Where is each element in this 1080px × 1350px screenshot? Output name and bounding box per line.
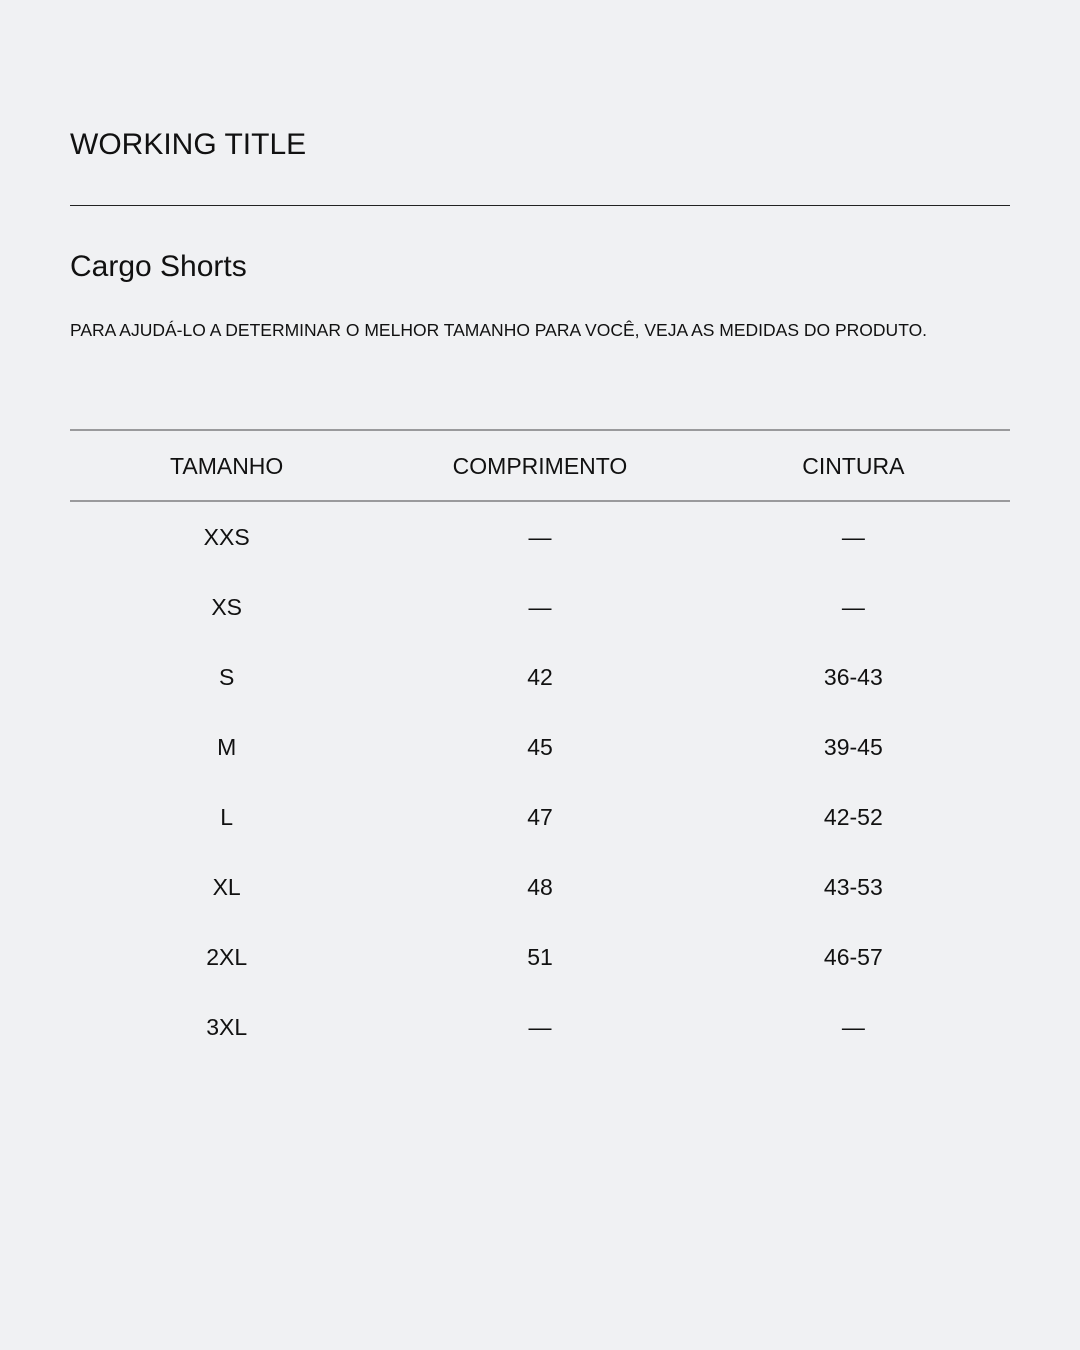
length-cell: 42 — [527, 664, 553, 690]
table-row — [70, 712, 1010, 782]
table-row — [70, 642, 1010, 712]
size-cell: L — [220, 804, 234, 830]
size-cell: XS — [211, 594, 242, 620]
size-chart-table — [70, 429, 1010, 1062]
product-title: Cargo Shorts — [70, 250, 247, 283]
length-cell: 48 — [527, 874, 553, 900]
size-guide-instructions: PARA AJUDÁ-LO A DETERMINAR O MELHOR TAMANHO PARA VOCÊ, VEJA AS MEDIDAS DO PRODUTO. — [70, 320, 928, 340]
size-cell: 3XL — [206, 1014, 248, 1040]
waist-cell: 36-43 — [823, 664, 883, 690]
brand-title: WORKING TITLE — [70, 128, 307, 161]
size-cell: M — [217, 734, 237, 760]
waist-cell: — — [841, 524, 865, 550]
waist-cell: 43-53 — [823, 874, 883, 900]
length-cell: 47 — [527, 804, 553, 830]
waist-cell: 39-45 — [823, 734, 883, 760]
header-size: TAMANHO — [170, 452, 284, 479]
table-row — [70, 782, 1010, 852]
length-cell: 51 — [527, 944, 553, 970]
size-chart-header-row — [70, 431, 1010, 502]
waist-cell: 42-52 — [823, 804, 883, 830]
table-row — [70, 922, 1010, 992]
size-cell: XL — [212, 874, 241, 900]
waist-cell: 46-57 — [823, 944, 883, 970]
length-cell: — — [528, 1014, 552, 1040]
waist-cell: — — [841, 594, 865, 620]
size-cell: XXS — [203, 524, 250, 550]
header-waist: CINTURA — [802, 452, 905, 479]
size-cell: S — [218, 664, 235, 690]
waist-cell: — — [841, 1014, 865, 1040]
size-cell: 2XL — [206, 944, 248, 970]
table-row — [70, 502, 1010, 572]
table-row — [70, 852, 1010, 922]
table-row — [70, 992, 1010, 1062]
length-cell: 45 — [527, 734, 553, 760]
header-length: COMPRIMENTO — [452, 452, 628, 479]
table-row — [70, 572, 1010, 642]
header-divider — [70, 205, 1010, 206]
length-cell: — — [528, 594, 552, 620]
length-cell: — — [528, 524, 552, 550]
